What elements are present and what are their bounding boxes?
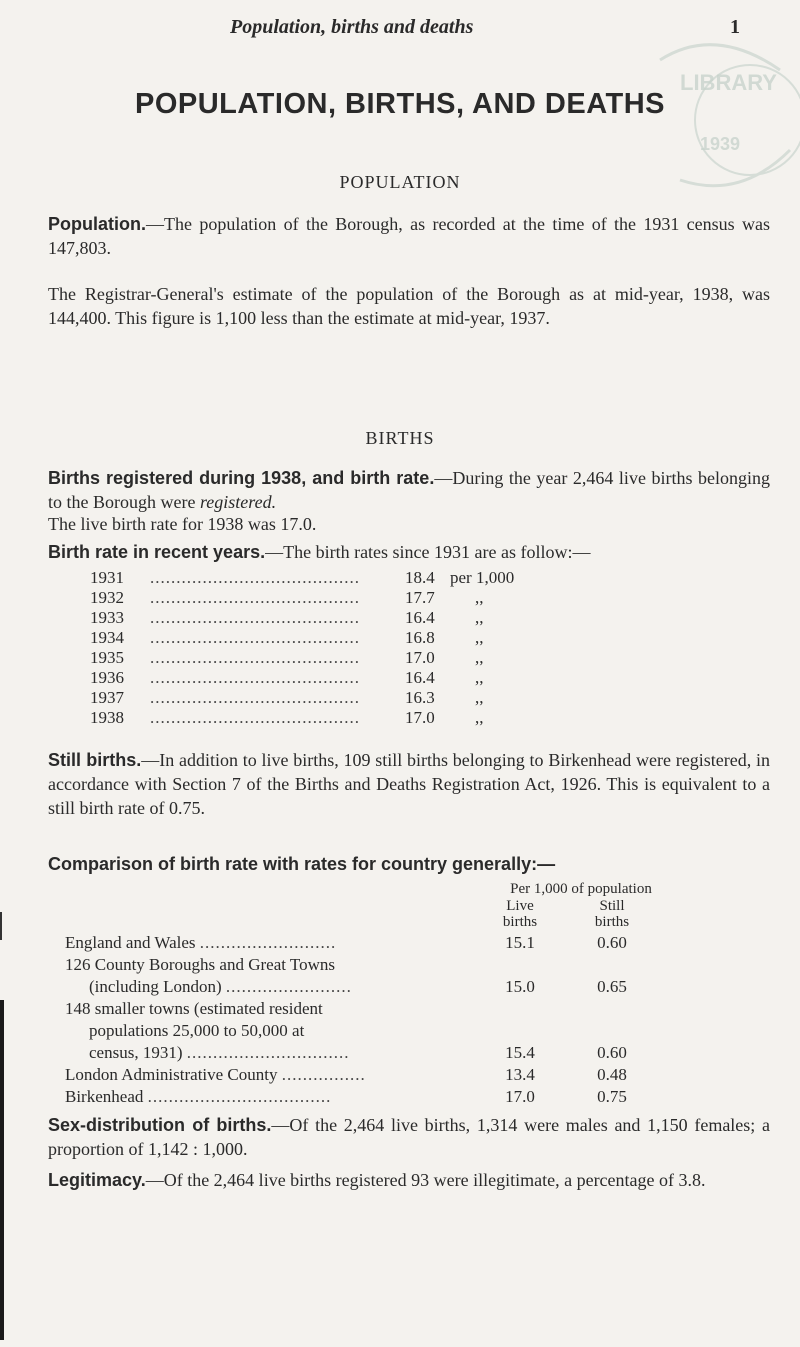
live-col-head-2: births <box>502 914 538 930</box>
comparison-label <box>65 1086 331 1108</box>
still-births-text: —In addition to live births, 109 still births belonging to Birkenhead were registered, in accordance with Section 7 of the Births and Deaths Registration Act, 1926. This is equivalent to a still birth rate of 0.75. <box>48 750 770 818</box>
rate-year: 1931 <box>90 568 124 587</box>
sex-distribution-paragraph <box>48 1113 770 1161</box>
comparison-label <box>65 1064 366 1086</box>
still-births-runin: Still births. <box>48 750 142 770</box>
legitimacy-text: —Of the 2,464 live births registered 93 were illegitimate, a percentage of 3.8. <box>145 1170 706 1190</box>
running-head <box>0 12 800 42</box>
live-birth-rate-paragraph: The live birth rate for 1938 was 17.0. <box>48 514 317 534</box>
live-birth-rate: 17.0 <box>505 1087 535 1106</box>
comparison-label-text: census, 1931) <box>89 1043 183 1062</box>
leader-dots: ........................................ <box>150 648 360 667</box>
population-runin: Population. <box>48 214 146 234</box>
rate-value: 16.4 <box>405 608 435 627</box>
recent-years-runin: Birth rate in recent years. <box>48 542 266 562</box>
comparison-label <box>65 954 335 976</box>
births-registered-italic: registered. <box>199 492 277 512</box>
comparison-label <box>89 1042 349 1064</box>
running-title: Population, births and deaths <box>230 16 474 38</box>
comparison-label-text: populations 25,000 to 50,000 at <box>89 1021 305 1040</box>
rate-value: 17.0 <box>405 708 435 727</box>
leader-dots: ........................................ <box>150 668 360 687</box>
still-col-head-2: births <box>594 914 630 930</box>
live-birth-rate: 15.0 <box>505 977 535 996</box>
recent-years-text: —The birth rates since 1931 are as follow:— <box>265 542 591 562</box>
rate-unit: ,, <box>475 688 484 707</box>
rate-value: 18.4 <box>405 568 435 587</box>
rate-row <box>90 648 690 668</box>
margin-mark <box>0 912 2 940</box>
leader-dots: ........................................ <box>150 708 360 727</box>
rate-year: 1938 <box>90 708 124 727</box>
rate-value: 17.7 <box>405 588 435 607</box>
rate-row <box>90 688 690 708</box>
per-thousand-label: Per 1,000 of population <box>510 881 652 897</box>
binding-edge <box>0 1000 4 1340</box>
comparison-label-text: London Administrative County <box>65 1065 278 1084</box>
births-registered-text: —During the year 2,464 live births belonging to the Borough were <box>48 468 770 512</box>
comparison-label-text: (including London) <box>89 977 222 996</box>
comparison-label <box>89 1020 304 1042</box>
still-birth-rate: 0.75 <box>597 1087 627 1106</box>
rate-unit: ,, <box>475 648 484 667</box>
still-birth-rate: 0.65 <box>597 977 627 996</box>
comparison-label <box>65 932 336 954</box>
population-paragraph <box>48 212 770 260</box>
live-birth-rate: 15.1 <box>505 933 535 952</box>
legitimacy-paragraph <box>48 1168 770 1192</box>
rate-unit: ,, <box>475 708 484 727</box>
birth-rate-table <box>90 568 690 728</box>
live-col-head-1: Live <box>506 898 534 914</box>
rate-row <box>90 628 690 648</box>
rate-row <box>90 608 690 628</box>
births-registered-paragraph <box>48 466 770 514</box>
leader-dots: ........................ <box>225 977 352 996</box>
leader-dots: ........................................ <box>150 628 360 647</box>
live-birth-rate: 15.4 <box>505 1043 535 1062</box>
rate-year: 1936 <box>90 668 124 687</box>
leader-dots: ........................................ <box>150 608 360 627</box>
births-registered-runin: Births registered during 1938, and birth rate. <box>48 468 435 488</box>
rate-row <box>90 588 690 608</box>
comparison-label-text: 148 smaller towns (estimated resident <box>65 999 323 1018</box>
comparison-label-text: 126 County Boroughs and Great Towns <box>65 955 336 974</box>
svg-text:1939: 1939 <box>700 134 741 154</box>
page-number: 1 <box>730 16 740 38</box>
population-text: —The population of the Borough, as recorded at the time of the 1931 census was 147,803. <box>48 214 770 258</box>
leader-dots: ............................... <box>186 1043 350 1062</box>
still-births-paragraph <box>48 748 770 820</box>
rate-value: 16.3 <box>405 688 435 707</box>
live-birth-rate: 13.4 <box>505 1065 535 1084</box>
comparison-label <box>65 998 323 1020</box>
still-birth-rate: 0.60 <box>597 1043 627 1062</box>
legitimacy-runin: Legitimacy. <box>48 1170 146 1190</box>
rate-row <box>90 568 690 588</box>
comparison-label-text: Birkenhead <box>65 1087 144 1106</box>
rate-unit: ,, <box>475 588 484 607</box>
leader-dots: .......................... <box>199 933 337 952</box>
births-heading: BIRTHS <box>365 428 435 448</box>
still-col-head-1: Still <box>599 898 625 914</box>
population-heading: POPULATION <box>339 172 461 192</box>
rate-value: 16.4 <box>405 668 435 687</box>
rate-value: 17.0 <box>405 648 435 667</box>
leader-dots: ........................................ <box>150 688 360 707</box>
recent-years-paragraph <box>48 540 770 564</box>
rate-unit: per 1,000 <box>450 568 515 587</box>
sex-distribution-runin: Sex-distribution of births. <box>48 1115 272 1135</box>
rate-unit: ,, <box>475 608 484 627</box>
leader-dots: ........................................ <box>150 568 360 587</box>
svg-text:LIBRARY: LIBRARY <box>680 70 777 95</box>
rate-year: 1934 <box>90 628 124 647</box>
rate-year: 1937 <box>90 688 124 707</box>
comparison-label <box>89 976 352 998</box>
sex-distribution-text: —Of the 2,464 live births, 1,314 were males and 1,150 females; a proportion of 1,142 : 1,000. <box>48 1115 770 1159</box>
comparison-heading: Comparison of birth rate with rates for country generally:— <box>48 854 556 874</box>
estimate-paragraph: The Registrar-General's estimate of the population of the Borough as at mid-year, 1938, was 144,400. This figure is 1,100 less than the estimate at mid-year, 1937. <box>48 284 770 328</box>
comparison-label-text: England and Wales <box>65 933 196 952</box>
rate-row <box>90 668 690 688</box>
rate-year: 1935 <box>90 648 124 667</box>
rate-row <box>90 708 690 728</box>
rate-year: 1932 <box>90 588 124 607</box>
rate-year: 1933 <box>90 608 124 627</box>
rate-unit: ,, <box>475 668 484 687</box>
still-birth-rate: 0.48 <box>597 1065 627 1084</box>
rate-unit: ,, <box>475 628 484 647</box>
leader-dots: ................................... <box>147 1087 332 1106</box>
page-title: POPULATION, BIRTHS, AND DEATHS <box>134 88 666 120</box>
rate-value: 16.8 <box>405 628 435 647</box>
leader-dots: ................ <box>281 1065 366 1084</box>
leader-dots: ........................................ <box>150 588 360 607</box>
still-birth-rate: 0.60 <box>597 933 627 952</box>
